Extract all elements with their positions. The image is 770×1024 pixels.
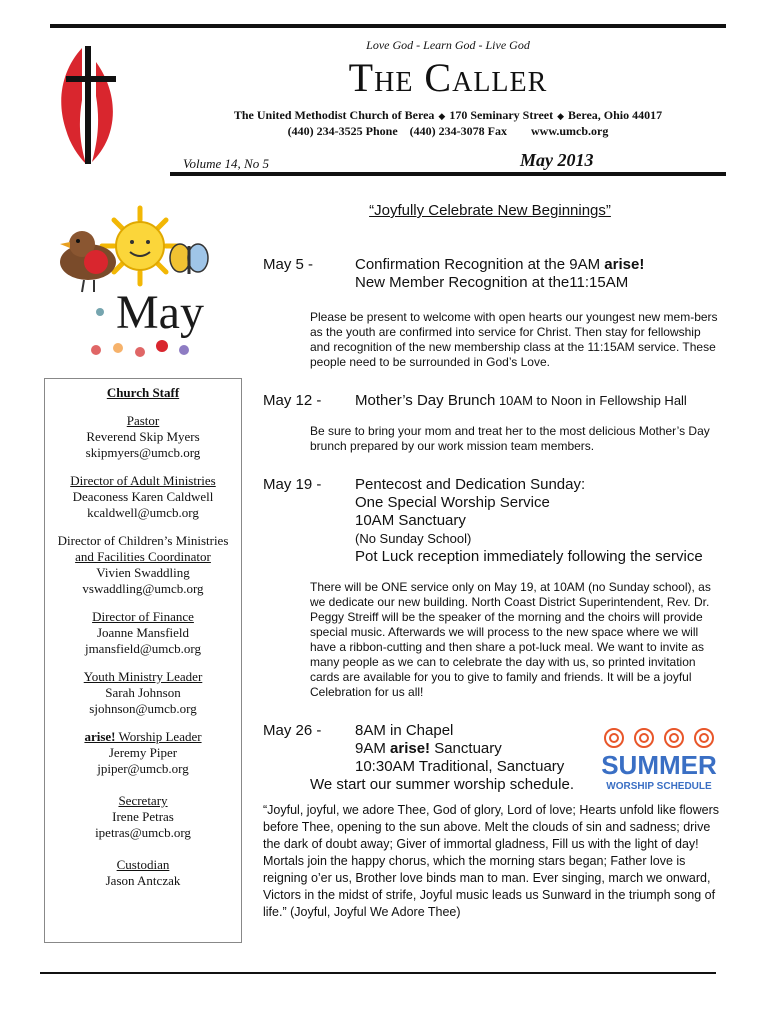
staff-email: vswaddling@umcb.org: [82, 581, 204, 596]
bird-icon: [60, 231, 116, 292]
event-date: May 12 -: [263, 392, 322, 409]
staff-email: jpiper@umcb.org: [97, 761, 189, 776]
event-date: May 26 -: [263, 722, 322, 739]
staff-email: sjohnson@umcb.org: [89, 701, 197, 716]
staff-heading: Church Staff: [106, 385, 180, 400]
event-title: 8AM in Chapel 9AM arise! Sanctuary 10:30AM Traditional, Sanctuary: [355, 722, 565, 775]
event-date: May 19 -: [263, 476, 322, 493]
phone: (440) 234-3525 Phone: [287, 124, 398, 138]
event-title: Pentecost and Dedication Sunday: One Special Worship Service 10AM Sanctuary (No Sunday School) Pot Luck reception immediately following the service: [355, 476, 703, 565]
website: www.umcb.org: [530, 124, 609, 138]
staff-finance: Director of Finance Joanne Mansfield jmansfield@umcb.org: [45, 609, 241, 657]
staff-email: jmansfield@umcb.org: [84, 641, 202, 656]
staff-childrens-ministries: Director of Children’s Ministries and Facilities Coordinator Vivien Swaddling vswaddling@umcb.org: [45, 533, 241, 597]
worship-schedule-word: WORSHIP SCHEDULE: [606, 781, 712, 792]
top-rule: [50, 24, 726, 28]
may-clipart: [40, 200, 220, 370]
event-description: There will be ONE service only on May 19, at 10AM (no Sunday school), as we dedicate our new building. North Coast District Superintendent, Rev. Dr. Peggy Streiff will be the speaker of the morning and the choirs will provide special music. Afterwards we will process to the new space where we will have a ribbon-cutting and then share a pot-luck meal. We want to invite as many people as we can to celebrate the day with us, so printed invitation cards are available for you to give to family and friends. It will be a joyful Celebration for us all!: [310, 580, 711, 699]
issue-date: May 2013: [520, 150, 594, 170]
event-title: Confirmation Recognition at the 9AM arise! New Member Recognition at the11:15AM: [355, 256, 645, 291]
bottom-rule: [40, 972, 716, 974]
header-rule: [170, 172, 726, 176]
church-staff-box: [44, 378, 242, 943]
event-date: May 5 -: [263, 256, 314, 273]
fax: (440) 234-3078 Fax: [409, 124, 507, 138]
staff-worship-leader: arise! Worship Leader Jeremy Piper jpiper@umcb.org: [45, 729, 241, 777]
church-address: The United Methodist Church of Berea ◆ 170 Seminary Street ◆ Berea, Ohio 44017 (440) 234-3525 Phone (440) 234-3078 Fax www.umcb.org: [233, 108, 663, 138]
volume-number: Volume 14, No 5: [183, 156, 269, 171]
summer-word: SUMMER: [601, 750, 717, 780]
staff-email: kcaldwell@umcb.org: [87, 505, 199, 520]
cross-and-flame-logo: [52, 40, 124, 170]
staff-pastor: Pastor Reverend Skip Myers skipmyers@umcb.org: [45, 413, 241, 461]
sun-icon: [102, 208, 178, 284]
event-description: Please be present to welcome with open hearts our youngest new mem-bers as the youth are confirmed into service for Christ. Then stay for fellowship and recognition of the new membership class at the 11:15AM service. These people need to be surrounded in God’s Love.: [310, 310, 718, 369]
staff-email: skipmyers@umcb.org: [85, 445, 201, 460]
staff-adult-ministries: Director of Adult Ministries Deaconess Karen Caldwell kcaldwell@umcb.org: [45, 473, 241, 521]
event-description: Be sure to bring your mom and treat her to the most delicious Mother’s Day brunch prepared by our work mission team members.: [310, 424, 710, 453]
butterfly-icon: [170, 244, 208, 274]
newsletter-title: THE CALLER: [348, 55, 548, 100]
summer-worship-badge: [594, 724, 724, 796]
hymn-quote: “Joyful, joyful, we adore Thee, God of glory, Lord of love; Hearts unfold like flowers before Thee, opening to the sun above. Melt the clouds of sin and sadness; drive the dark of doubt away; Giver of immortal gladness, Fill us with the light of day! Mortals join the happy chorus, which the morning stars began; Father love is reigning o’er us, Brother love binds man to man. Ever singing, march we onward, Victors in the midst of strife, Joyful music leads us Sunward in the triumph song of life.” (Joyful, Joyful We Adore Thee): [263, 803, 720, 919]
summer-schedule-note: We start our summer worship schedule.: [310, 776, 574, 793]
headline: “Joyfully Celebrate New Beginnings”: [369, 202, 611, 219]
staff-custodian: Custodian Jason Antczak: [105, 857, 181, 888]
may-word: May: [116, 286, 204, 339]
staff-youth-ministry: Youth Ministry Leader Sarah Johnson sjohnson@umcb.org: [45, 669, 241, 717]
motto: Love God - Learn God - Live God: [366, 38, 530, 52]
spiral-sun-icon: [605, 729, 713, 747]
staff-email: ipetras@umcb.org: [95, 825, 191, 840]
event-title: Mother’s Day Brunch 10AM to Noon in Fellowship Hall: [355, 392, 687, 409]
staff-secretary: Secretary Irene Petras ipetras@umcb.org: [45, 793, 241, 841]
